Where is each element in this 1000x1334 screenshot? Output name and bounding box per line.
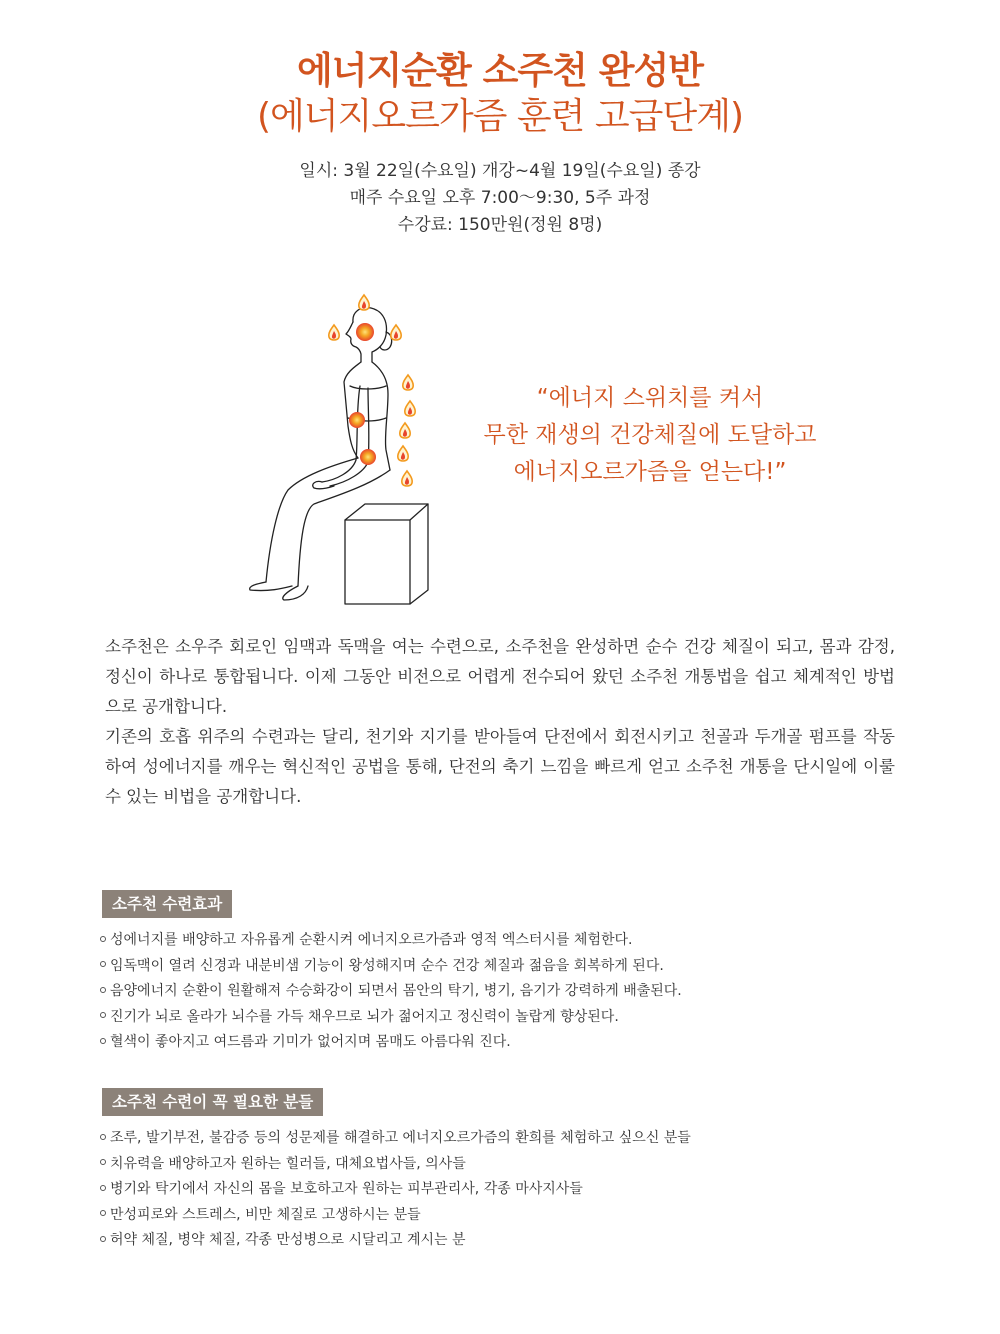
list-item-text: 진기가 뇌로 올라가 뇌수를 가득 채우므로 뇌가 젊어지고 정신력이 놀랍게 향상된다.	[110, 1008, 619, 1025]
effects-list	[100, 928, 920, 1056]
list-item-text: 임독맥이 열려 신경과 내분비샘 기능이 왕성해지며 순수 건강 체질과 젊음을 회복하게 된다.	[110, 957, 664, 974]
quote	[440, 380, 860, 491]
list-item	[100, 1177, 920, 1203]
bullet-icon	[100, 961, 106, 967]
list-item	[100, 954, 920, 980]
course-fee: 수강료: 150만원(정원 8명)	[397, 215, 603, 235]
bullet-icon	[100, 1159, 106, 1165]
quote-line: 에너지오르가즘을 얻는다!”	[513, 459, 787, 485]
intro-paragraph: 기존의 호흡 위주의 수련과는 달리, 천기와 지기를 받아들여 단전에서 회전시키고 천골과 두개골 펌프를 작동하여 성에너지를 깨우는 혁신적인 공법을 통해, 단전의 축기 느낌을 빠르게 얻고 소주천 개통을 단시일에 이룰 수 있는 비법을 공개합니다.	[105, 727, 895, 806]
intro-text	[105, 632, 895, 812]
list-item-text: 조루, 발기부전, 불감증 등의 성문제를 해결하고 에너지오르가즘의 환희를 체험하고 싶으신 분들	[110, 1130, 691, 1146]
course-schedule: 일시: 3월 22일(수요일) 개강~4월 19일(수요일) 종강	[299, 161, 701, 181]
bullet-icon	[100, 936, 106, 942]
list-item	[100, 1030, 920, 1056]
bullet-icon	[100, 987, 106, 993]
list-item-text: 병기와 탁기에서 자신의 몸을 보호하고자 원하는 피부관리사, 각종 마사지사들	[110, 1181, 583, 1197]
list-item	[100, 1228, 920, 1254]
list-item-text: 성에너지를 배양하고 자유롭게 순환시켜 에너지오르가즘과 영적 엑스터시를 체험한다.	[110, 932, 633, 948]
intro-paragraph: 소주천은 소우주 회로인 임맥과 독맥을 여는 수련으로, 소주천을 완성하면 순수 건강 체질이 되고, 몸과 감정, 정신이 하나로 통합됩니다. 이제 그동안 비전으로 어렵게 전수되어 왔던 소주천 개통법을 쉽고 체계적인 방법으로 공개합니다.	[105, 637, 895, 716]
bullet-icon	[100, 1012, 106, 1018]
bullet-icon	[100, 1185, 106, 1191]
list-item-text: 허약 체질, 병약 체질, 각종 만성병으로 시달리고 계시는 분	[110, 1232, 466, 1248]
list-item-text: 만성피로와 스트레스, 비만 체질로 고생하시는 분들	[110, 1206, 421, 1223]
meditating-woman-with-energy-flames-icon	[240, 290, 440, 610]
course-time: 매주 수요일 오후 7:00～9:30, 5주 과정	[349, 188, 651, 208]
page-subtitle: (에너지오르가즘 훈련 고급단계)	[256, 96, 744, 137]
list-item-text: 치유력을 배양하고자 원하는 힐러들, 대체요법사들, 의사들	[110, 1155, 466, 1172]
bullet-icon	[100, 1134, 106, 1140]
effects-heading: 소주천 수련효과	[102, 890, 232, 918]
audience-list	[100, 1126, 920, 1254]
list-item	[100, 928, 920, 954]
list-item	[100, 1203, 920, 1229]
page-title: 에너지순환 소주천 완성반	[297, 49, 703, 92]
bullet-icon	[100, 1210, 106, 1216]
audience-heading: 소주천 수련이 꼭 필요한 분들	[102, 1088, 323, 1116]
list-item	[100, 979, 920, 1005]
quote-line: “에너지 스위치를 켜서	[536, 385, 764, 411]
bullet-icon	[100, 1236, 106, 1242]
quote-line: 무한 재생의 건강체질에 도달하고	[483, 422, 817, 448]
list-item-text: 혈색이 좋아지고 여드름과 기미가 없어지며 몸매도 아름다워 진다.	[110, 1034, 511, 1050]
list-item	[100, 1152, 920, 1178]
course-info	[0, 158, 1000, 239]
list-item	[100, 1005, 920, 1031]
bullet-icon	[100, 1038, 106, 1044]
list-item	[100, 1126, 920, 1152]
list-item-text: 음양에너지 순환이 원활해져 수승화강이 되면서 몸안의 탁기, 병기, 음기가 강력하게 배출된다.	[110, 983, 682, 999]
